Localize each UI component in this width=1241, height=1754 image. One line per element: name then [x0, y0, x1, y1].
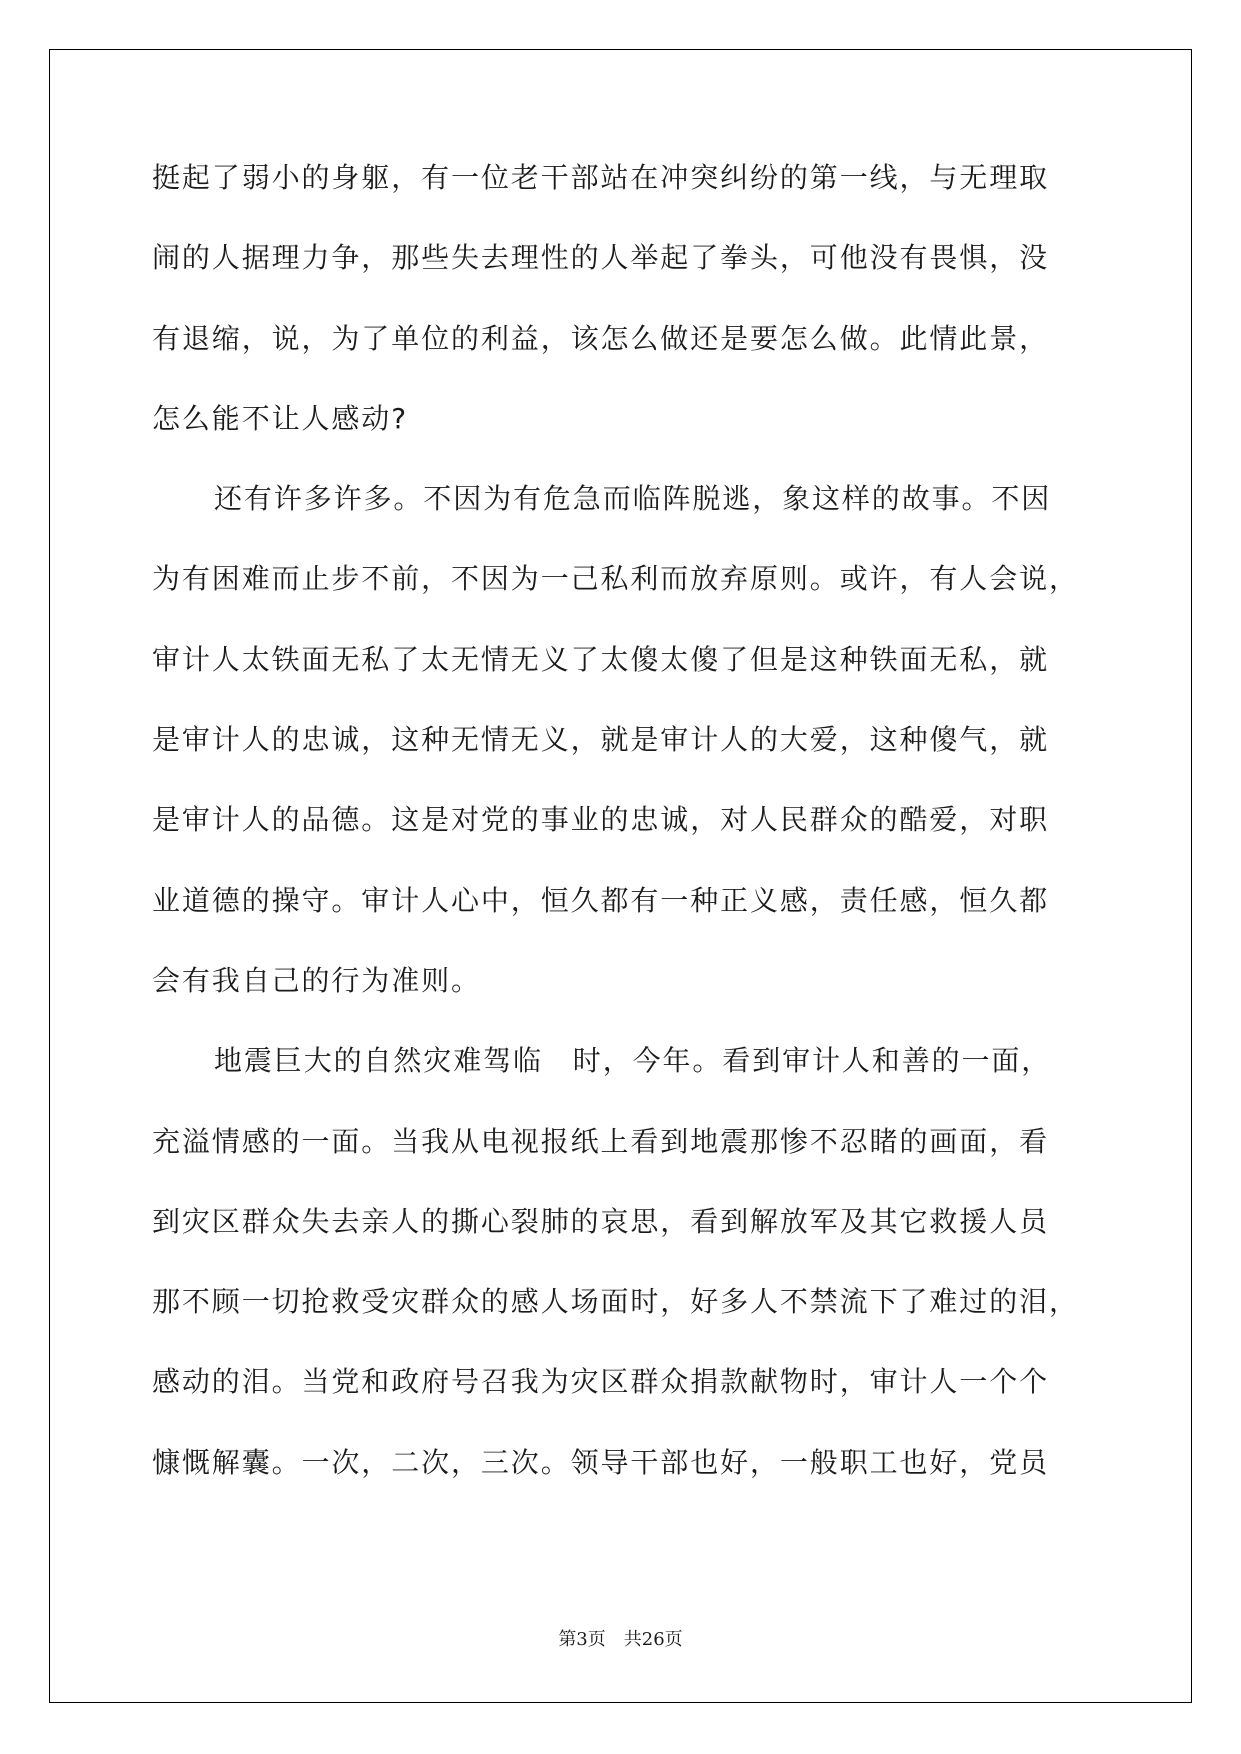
- text-line: 到灾区群众失去亲人的撕心裂肺的哀思，看到解放军及其它救援人员: [152, 1204, 1050, 1238]
- text-line: 业道德的操守。审计人心中，恒久都有一种正义感，责任感，恒久都: [152, 883, 1050, 917]
- text-line: 是审计人的品德。这是对党的事业的忠诚，对人民群众的酷爱，对职: [152, 803, 1050, 837]
- page-number-footer: 第3页 共26页: [558, 1629, 683, 1650]
- text-line: 充溢情感的一面。当我从电视报纸上看到地震那惨不忍睹的画面，看: [152, 1124, 1050, 1158]
- text-line: 挺起了弱小的身躯，有一位老干部站在冲突纠纷的第一线，与无理取: [152, 161, 1050, 194]
- text-line: 感动的泪。当党和政府号召我为灾区群众捐款献物时，审计人一个个: [152, 1365, 1050, 1399]
- text-line: 有退缩，说，为了单位的利益，该怎么做还是要怎么做。此情此景，: [152, 321, 1050, 355]
- document-body: [152, 158, 1092, 1523]
- text-line: 那不顾一切抢救受灾群众的感人场面时，好多人不禁流下了难过的泪，: [152, 1285, 1079, 1319]
- text-line: 审计人太铁面无私了太无情无义了太傻太傻了但是这种铁面无私，就: [152, 642, 1050, 676]
- text-line: 怎么能不让人感动?: [152, 401, 408, 435]
- paragraph-first-line: 地震巨大的自然灾难驾临 时，今年。看到审计人和善的一面，: [214, 1044, 1052, 1078]
- text-line: 闹的人据理力争，那些失去理性的人举起了拳头，可他没有畏惧，没: [152, 241, 1050, 275]
- text-line: 慷慨解囊。一次，二次，三次。领导干部也好，一般职工也好，党员: [152, 1445, 1050, 1479]
- paragraph-first-line: 还有许多许多。不因为有危急而临阵脱逃，象这样的故事。不因: [214, 482, 1052, 516]
- text-line: 会有我自己的行为准则。: [152, 963, 481, 997]
- text-line: 为有困难而止步不前，不因为一己私利而放弃原则。或许，有人会说，: [152, 562, 1079, 596]
- text-line: 是审计人的忠诚，这种无情无义，就是审计人的大爱，这种傻气，就: [152, 723, 1050, 757]
